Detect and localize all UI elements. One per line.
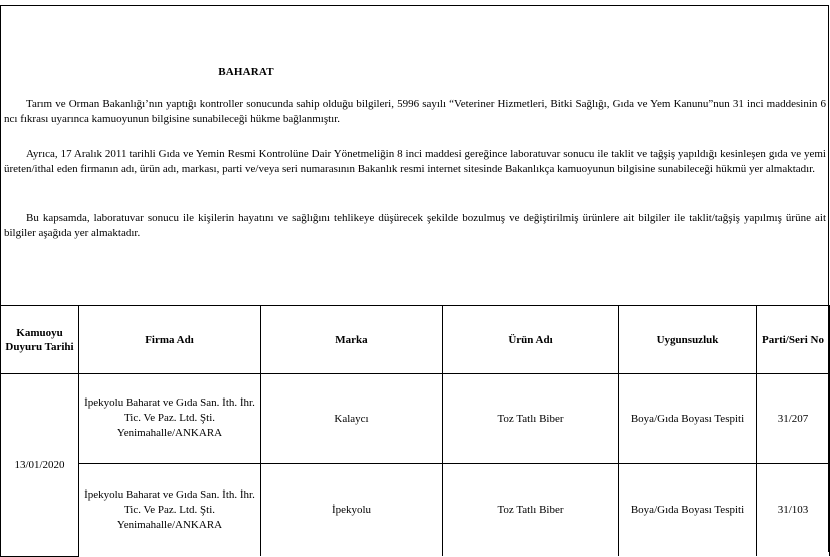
cell-firma: İpekyolu Baharat ve Gıda San. İth. İhr. Tic. Ve Paz. Ltd. Şti. Yenimahalle/ANKARA <box>79 374 261 464</box>
header-parti: Parti/Seri No <box>757 306 830 374</box>
header-firma: Firma Adı <box>79 306 261 374</box>
cell-uygunsuzluk: Boya/Gıda Boyası Tespiti <box>619 374 757 464</box>
intro-paragraph-2 <box>4 147 826 177</box>
table-header-row <box>1 306 830 374</box>
cell-marka: Kalaycı <box>261 374 443 464</box>
cell-marka: İpekyolu <box>261 464 443 557</box>
announcement-table <box>0 305 830 557</box>
announcement-date: 13/01/2020 <box>1 374 79 557</box>
cell-urun: Toz Tatlı Biber <box>443 374 619 464</box>
cell-urun: Toz Tatlı Biber <box>443 464 619 557</box>
intro-paragraph-1 <box>4 97 826 127</box>
table-row <box>1 464 830 557</box>
paragraph-text: Bu kapsamda, laboratuvar sonucu ile kişilerin hayatını ve sağlığını tehlikeye düşürecek şekilde bozulmuş ve değiştirilmiş ürünlere ait bilgiler ile taklit/tağşiş yapılmış ürüne ait bilgiler aşağıda yer almaktadır. <box>4 212 826 239</box>
cell-firma: İpekyolu Baharat ve Gıda San. İth. İhr. Tic. Ve Paz. Ltd. Şti. Yenimahalle/ANKARA <box>79 464 261 557</box>
header-date: Kamuoyu Duyuru Tarihi <box>1 306 79 374</box>
section-heading: BAHARAT <box>218 66 274 78</box>
paragraph-text: Ayrıca, 17 Aralık 2011 tarihli Gıda ve Yemin Resmi Kontrolüne Dair Yönetmeliğin 8 inci maddesi gereğince laboratuvar sonucu ile taklit ve tağşiş yapıldığı kesinleşen gıda ve yemi üreten/ithal eden firmanın adı, ürün adı, markası, parti ve/veya seri numarasının Bakanlık resmi internet sitesinde Bakanlıkça kamuoyunun bilgisine sunabileceği hükmü yer almaktadır. <box>4 148 826 175</box>
header-uygunsuzluk: Uygunsuzluk <box>619 306 757 374</box>
header-marka: Marka <box>261 306 443 374</box>
table-row <box>1 374 830 464</box>
header-urun: Ürün Adı <box>443 306 619 374</box>
cell-parti: 31/103 <box>757 464 830 557</box>
cell-uygunsuzluk: Boya/Gıda Boyası Tespiti <box>619 464 757 557</box>
cell-parti: 31/207 <box>757 374 830 464</box>
intro-paragraph-3 <box>4 211 826 241</box>
paragraph-text: Tarım ve Orman Bakanlığı’nın yaptığı kontroller sonucunda sahip olduğu bilgileri, 5996 sayılı “Veteriner Hizmetleri, Bitki Sağlığı, Gıda ve Yem Kanunu”nun 31 inci maddesinin 6 ncı fıkrası uyarınca kamuoyunun bilgisine sunabileceği hükme bağlanmıştır. <box>4 98 826 125</box>
